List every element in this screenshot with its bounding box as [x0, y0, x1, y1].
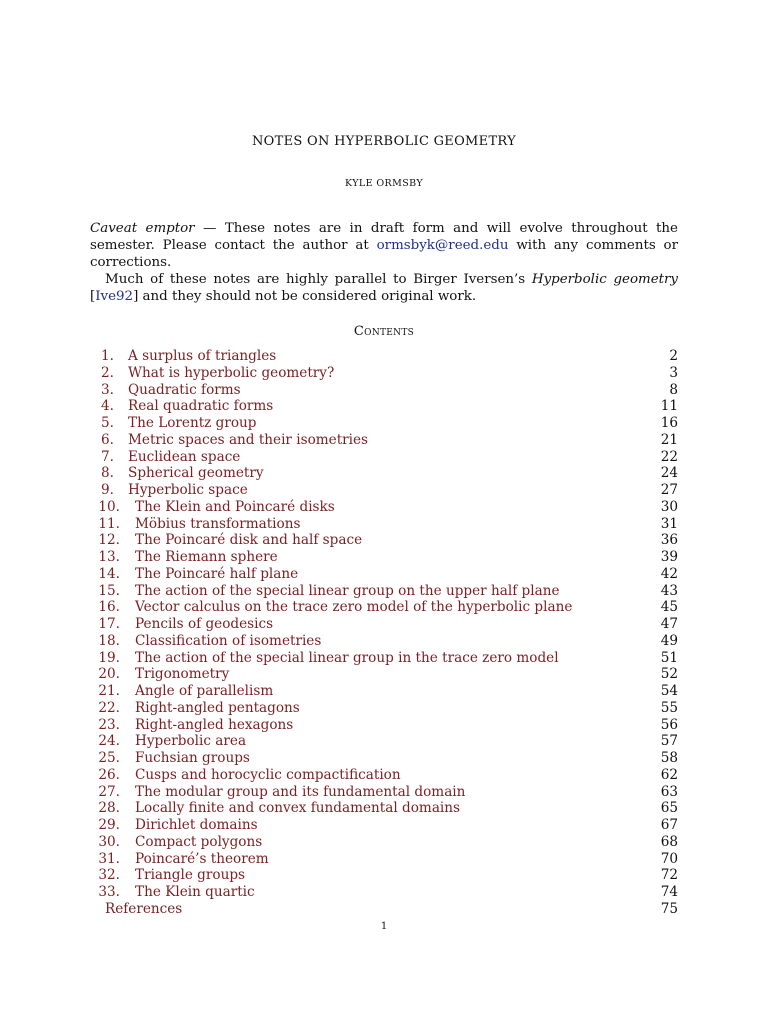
toc-entry-title[interactable]: Locally finite and convex fundamental domains	[135, 800, 461, 817]
toc-entry[interactable]	[90, 415, 678, 432]
toc-entry[interactable]	[90, 566, 678, 583]
toc-entry-page: 27	[660, 482, 678, 498]
toc-entry-title[interactable]: Vector calculus on the trace zero model of the hyperbolic plane	[135, 599, 573, 616]
toc-entry-number: 14.	[98, 565, 120, 582]
toc-entry-page: 62	[660, 766, 678, 783]
contents-heading: Contents	[353, 324, 415, 339]
toc-entry[interactable]	[90, 616, 678, 633]
attribution-start: Much of these notes are highly parallel to Birger Iversen’s	[105, 272, 532, 287]
toc-entry-page: 52	[660, 666, 678, 683]
toc-entry[interactable]	[90, 432, 678, 449]
toc-entry-number: 10.	[98, 498, 120, 515]
toc-entry-number: 26.	[98, 766, 120, 783]
toc-entry-title[interactable]: Dirichlet domains	[135, 817, 258, 833]
toc-entry-page: 24	[660, 465, 678, 482]
toc-entry-page: 75	[660, 900, 678, 917]
toc-entry[interactable]	[90, 683, 678, 700]
toc-entry-number: 17.	[98, 616, 120, 632]
toc-entry-title[interactable]: The action of the special linear group in the trace zero model	[135, 649, 559, 666]
iversen-book-title: Hyperbolic geometry	[531, 272, 678, 287]
toc-entry-number: 3.	[101, 381, 114, 398]
citation-link[interactable]: Ive92	[95, 289, 134, 304]
toc-entry[interactable]	[90, 348, 678, 365]
toc-entry-title[interactable]: The modular group and its fundamental domain	[135, 783, 466, 800]
toc-entry[interactable]	[90, 800, 678, 817]
toc-entry-number: 5.	[101, 415, 114, 431]
author-email-link[interactable]: ormsbyk@reed.edu	[376, 238, 509, 253]
toc-entry-number: 21.	[98, 683, 120, 699]
toc-entry-title[interactable]: Hyperbolic space	[128, 482, 248, 498]
toc-entry-title[interactable]: Euclidean space	[128, 448, 241, 465]
toc-entry-page: 56	[660, 716, 678, 733]
toc-entry[interactable]	[90, 382, 678, 399]
toc-entry-number: 24.	[98, 733, 120, 750]
toc-entry[interactable]	[90, 750, 678, 767]
toc-entry-title[interactable]: Triangle groups	[135, 867, 246, 884]
toc-entry-title[interactable]: The Klein quartic	[135, 884, 255, 900]
toc-entry-number: 15.	[98, 582, 120, 599]
toc-entry[interactable]	[90, 817, 678, 834]
toc-entry-title[interactable]: Pencils of geodesics	[135, 616, 274, 632]
toc-entry-page: 54	[660, 683, 678, 699]
toc-entry[interactable]	[90, 767, 678, 784]
toc-entry-page: 8	[669, 381, 678, 398]
toc-entry[interactable]	[90, 650, 678, 667]
attribution-paragraph	[90, 271, 678, 305]
toc-entry-title[interactable]: Classification of isometries	[135, 632, 322, 649]
toc-entry-page: 31	[660, 515, 678, 532]
toc-entry[interactable]	[90, 784, 678, 801]
toc-entry-page: 30	[660, 498, 678, 515]
toc-entry-page: 65	[660, 800, 678, 817]
toc-entry[interactable]	[90, 583, 678, 600]
toc-entry-title[interactable]: Metric spaces and their isometries	[128, 431, 369, 448]
toc-entry-title[interactable]: Quadratic forms	[128, 381, 241, 398]
caveat-paragraph	[90, 220, 678, 271]
toc-entry-page: 11	[660, 398, 678, 415]
toc-entry-page: 45	[660, 599, 678, 616]
toc-entry-page: 63	[660, 783, 678, 800]
page-number: 1	[380, 921, 388, 932]
toc-entry-title[interactable]: Right-angled hexagons	[135, 716, 294, 733]
toc-entry[interactable]	[90, 449, 678, 466]
toc-entry[interactable]	[90, 867, 678, 884]
toc-entry[interactable]	[90, 398, 678, 415]
toc-entry-number: 18.	[98, 632, 120, 649]
toc-entry[interactable]	[90, 666, 678, 683]
toc-entry[interactable]	[90, 700, 678, 717]
toc-entry[interactable]	[90, 499, 678, 516]
toc-entry[interactable]	[90, 834, 678, 851]
toc-entry-title[interactable]: Möbius transformations	[135, 515, 301, 532]
toc-entry-number: 13.	[98, 549, 120, 565]
toc-entry-title[interactable]: Right-angled pentagons	[135, 699, 300, 716]
toc-entry-title[interactable]: The Poincaré disk and half space	[135, 532, 363, 549]
caveat-text: — These notes are in draft form and will evolve throughout the semester. Please contact the author at	[90, 221, 678, 253]
toc-entry[interactable]	[90, 884, 678, 901]
toc-entry-page: 70	[660, 850, 678, 867]
toc-entry-page: 74	[660, 884, 678, 900]
toc-entry-title[interactable]: The action of the special linear group on the upper half plane	[135, 582, 560, 599]
toc-entry[interactable]	[90, 851, 678, 868]
toc-entry-page: 22	[660, 448, 678, 465]
toc-entry-number: 23.	[98, 716, 120, 733]
toc-entry-number: 22.	[98, 699, 120, 716]
toc-entry-number: 11.	[98, 515, 120, 532]
toc-entry-page: 58	[660, 750, 678, 766]
toc-entry[interactable]	[90, 599, 678, 616]
document-title: NOTES ON HYPERBOLIC GEOMETRY	[251, 134, 516, 149]
toc-entry[interactable]	[90, 549, 678, 566]
toc-entry-number: 1.	[101, 348, 114, 364]
toc-entry-page: 55	[660, 699, 678, 716]
toc-entry-title[interactable]: Trigonometry	[135, 666, 230, 683]
toc-entry-title[interactable]: Compact polygons	[135, 833, 263, 850]
toc-entry-number: 16.	[98, 599, 120, 616]
toc-entry-number: 31.	[98, 850, 120, 867]
toc-entry-number: 25.	[98, 750, 120, 766]
toc-entry-number: 29.	[98, 817, 120, 833]
toc-entry-page: 43	[660, 582, 678, 599]
toc-entry-page: 42	[660, 565, 678, 582]
toc-entry-page: 16	[660, 415, 678, 431]
toc-entry-page: 49	[660, 632, 678, 649]
toc-entry-number: 6.	[101, 431, 114, 448]
toc-entry[interactable]	[90, 365, 678, 382]
toc-entry-page: 51	[660, 649, 678, 666]
toc-entry[interactable]	[90, 633, 678, 650]
toc-entry-number: 12.	[98, 532, 120, 549]
toc-entry-page: 67	[660, 817, 678, 833]
toc-entry-page: 57	[660, 733, 678, 750]
toc-entry-page: 72	[660, 867, 678, 884]
toc-entry-number: 19.	[98, 649, 120, 666]
toc-entry[interactable]	[90, 465, 678, 482]
abstract	[90, 220, 678, 305]
toc-entry-title[interactable]: The Riemann sphere	[135, 549, 278, 565]
toc-entry[interactable]	[90, 482, 678, 499]
toc-entry-title[interactable]: Fuchsian groups	[135, 750, 250, 766]
toc-entry-title[interactable]: What is hyperbolic geometry?	[128, 364, 335, 381]
toc-entry-title[interactable]: Real quadratic forms	[128, 398, 274, 415]
toc-entry-number: 8.	[101, 465, 114, 482]
toc-entry-number: 28.	[98, 800, 120, 817]
toc-entry[interactable]	[90, 532, 678, 549]
toc-entry[interactable]	[90, 733, 678, 750]
toc-entry-number: 33.	[98, 884, 120, 900]
toc-entry-title[interactable]: A surplus of triangles	[128, 348, 277, 364]
toc-entry-title[interactable]: References	[105, 900, 183, 917]
toc-entry-page: 3	[669, 364, 678, 381]
toc-entry-title[interactable]: Spherical geometry	[128, 465, 264, 482]
toc-entry-page: 39	[660, 549, 678, 565]
toc-entry-title[interactable]: Angle of parallelism	[135, 683, 274, 699]
toc-entry-page: 2	[669, 348, 678, 364]
toc-entry-page: 47	[660, 616, 678, 632]
attribution-end: ] and they should not be considered original work.	[133, 289, 477, 304]
document-author: KYLE ORMSBY	[344, 178, 424, 189]
toc-entry-number: 30.	[98, 833, 120, 850]
toc-entry-title[interactable]: Hyperbolic area	[135, 733, 247, 750]
toc-entry-number: 4.	[101, 398, 114, 415]
toc-entry-title[interactable]: The Poincaré half plane	[135, 565, 299, 582]
toc-entry-number: 32.	[98, 867, 120, 884]
toc-entry[interactable]	[90, 717, 678, 734]
toc-entry-title[interactable]: Poincaré’s theorem	[135, 850, 269, 867]
toc-entry[interactable]	[90, 901, 678, 918]
toc-entry[interactable]	[90, 516, 678, 533]
toc-entry-number: 2.	[101, 364, 114, 381]
toc-entry-title[interactable]: The Lorentz group	[128, 415, 257, 431]
toc-entry-number: 20.	[98, 666, 120, 683]
table-of-contents	[90, 348, 678, 918]
toc-entry-page: 68	[660, 833, 678, 850]
toc-entry-page: 21	[660, 431, 678, 448]
citation-open: [	[90, 289, 96, 304]
toc-entry-number: 27.	[98, 783, 120, 800]
caveat-tail: with any comments or corrections.	[90, 238, 679, 270]
toc-entry-number: 9.	[101, 482, 114, 498]
toc-entry-title[interactable]: The Klein and Poincaré disks	[135, 498, 335, 515]
toc-entry-number: 7.	[101, 448, 114, 465]
caveat-emptor-label: Caveat emptor	[90, 221, 195, 236]
toc-entry-title[interactable]: Cusps and horocyclic compactification	[135, 766, 401, 783]
toc-entry-page: 36	[660, 532, 678, 549]
